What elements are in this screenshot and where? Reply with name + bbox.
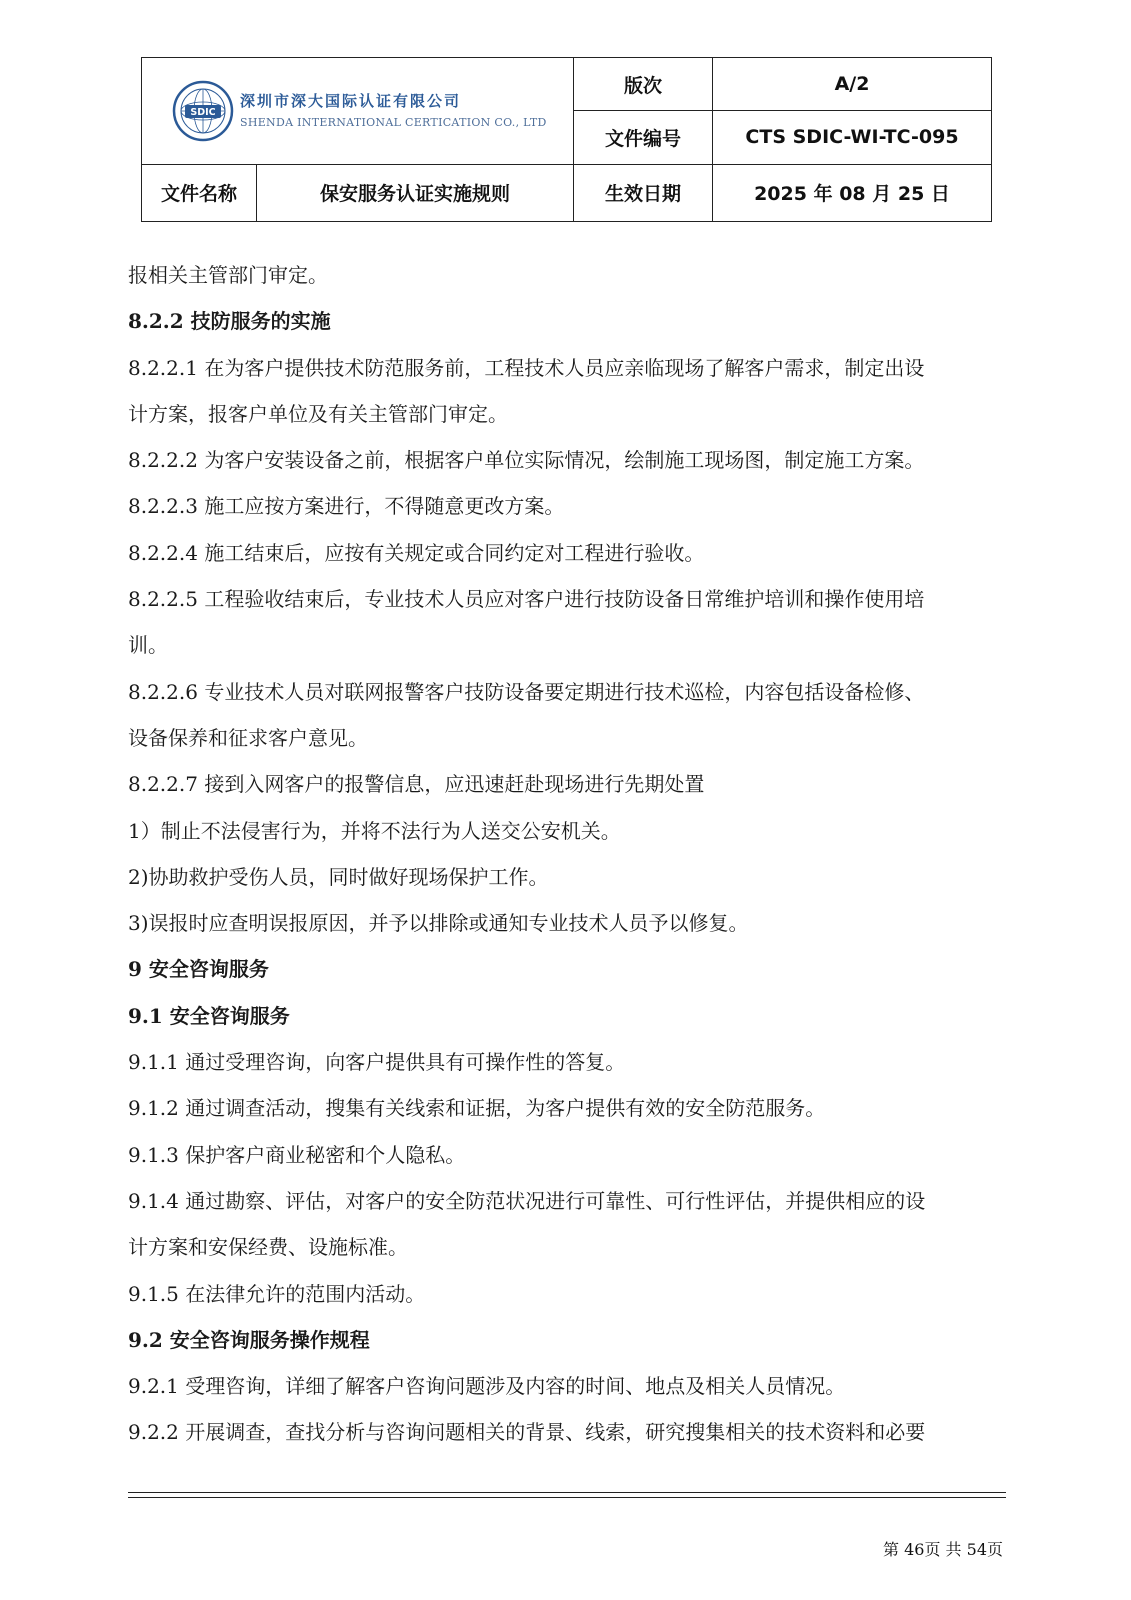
version-label: 版次 — [574, 58, 713, 111]
paragraph-line: 9.2.2 开展调查，查找分析与咨询问题相关的背景、线索，研究搜集相关的技术资料和必要 — [128, 1420, 926, 1445]
paragraph-line: 计方案和安保经费、设施标准。 — [128, 1235, 408, 1260]
paragraph-line: 1）制止不法侵害行为，并将不法行为人送交公安机关。 — [128, 818, 621, 843]
page-number: 第 46页 共 54页 — [883, 1540, 1003, 1559]
paragraph-line: 9.1.2 通过调查活动，搜集有关线索和证据，为客户提供有效的安全防范服务。 — [128, 1096, 826, 1121]
footer-rule-top — [128, 1492, 1006, 1493]
paragraph-line: 8.2.2.6 专业技术人员对联网报警客户技防设备要定期进行技术巡检，内容包括设备检修、 — [128, 679, 925, 704]
paragraph-line: 训。 — [128, 633, 168, 658]
version-value: A/2 — [713, 58, 992, 111]
paragraph-line: 3)误报时应查明误报原因，并予以排除或通知专业技术人员予以修复。 — [128, 911, 749, 936]
doc-name-value: 保安服务认证实施规则 — [257, 164, 574, 221]
document-header-table — [141, 57, 992, 222]
paragraph-line: 2)协助救护受伤人员，同时做好现场保护工作。 — [128, 864, 549, 889]
doc-number-value: CTS SDIC-WI-TC-095 — [713, 111, 992, 164]
footer-rule-bottom — [128, 1497, 1006, 1498]
effective-date-label: 生效日期 — [574, 164, 713, 221]
doc-name-label: 文件名称 — [142, 164, 257, 221]
paragraph-line: 8.2.2.1 在为客户提供技术防范服务前，工程技术人员应亲临现场了解客户需求，制定出设 — [128, 355, 925, 380]
paragraph-line: 9.1.3 保护客户商业秘密和个人隐私。 — [128, 1142, 466, 1167]
paragraph-line: 报相关主管部门审定。 — [128, 263, 328, 287]
logo-text: SDIC — [190, 106, 216, 118]
company-seal-icon — [172, 80, 234, 142]
section-heading: 8.2.2 技防服务的实施 — [128, 309, 331, 334]
section-heading: 9 安全咨询服务 — [128, 957, 269, 982]
section-heading: 9.1 安全咨询服务 — [128, 1003, 290, 1028]
paragraph-line: 8.2.2.2 为客户安装设备之前，根据客户单位实际情况，绘制施工现场图，制定施工方案。 — [128, 448, 925, 473]
paragraph-line: 8.2.2.7 接到入网客户的报警信息，应迅速赶赴现场进行先期处置 — [128, 772, 705, 797]
paragraph-line: 8.2.2.5 工程验收结束后，专业技术人员应对客户进行技防设备日常维护培训和操作使用培 — [128, 587, 925, 612]
section-heading: 9.2 安全咨询服务操作规程 — [128, 1327, 370, 1352]
document-body — [128, 252, 1028, 1456]
paragraph-line: 8.2.2.4 施工结束后，应按有关规定或合同约定对工程进行验收。 — [128, 540, 705, 565]
doc-number-label: 文件编号 — [574, 111, 713, 164]
paragraph-line: 8.2.2.3 施工应按方案进行，不得随意更改方案。 — [128, 494, 565, 519]
company-logo-cell — [142, 58, 574, 165]
paragraph-line: 9.1.5 在法律允许的范围内活动。 — [128, 1281, 426, 1306]
company-name-cn: 深圳市深大国际认证有限公司 — [240, 91, 462, 110]
paragraph-line: 9.1.4 通过勘察、评估，对客户的安全防范状况进行可靠性、可行性评估，并提供相应的设 — [128, 1188, 926, 1213]
paragraph-line: 9.2.1 受理咨询，详细了解客户咨询问题涉及内容的时间、地点及相关人员情况。 — [128, 1374, 846, 1399]
paragraph-line: 设备保养和征求客户意见。 — [128, 725, 368, 750]
effective-date-value: 2025 年 08 月 25 日 — [713, 164, 992, 221]
paragraph-line: 9.1.1 通过受理咨询，向客户提供具有可操作性的答复。 — [128, 1050, 626, 1075]
company-name-en: SHENDA INTERNATIONAL CERTICATION CO., LTD — [240, 115, 547, 129]
paragraph-line: 计方案，报客户单位及有关主管部门审定。 — [128, 401, 508, 426]
